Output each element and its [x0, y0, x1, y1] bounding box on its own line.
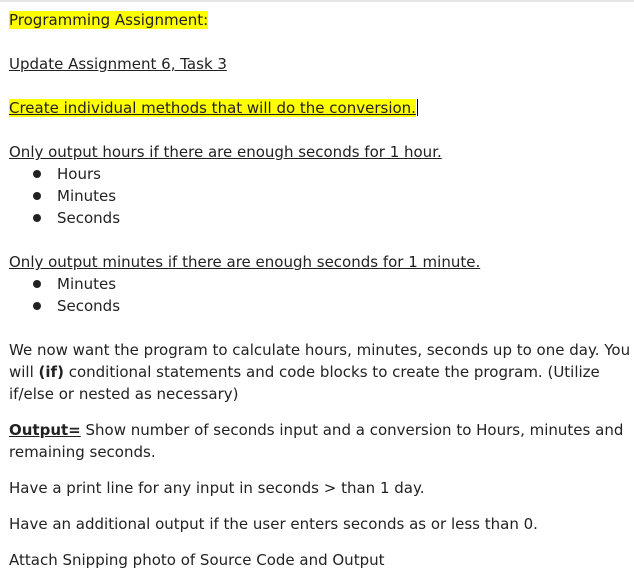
instruction-text: Create individual methods that will do the conversion. [9, 99, 416, 117]
program-description-end: conditional statements and code blocks to create the program. (Utilize if/else or nested as necessary) [9, 363, 600, 403]
list-item [33, 163, 631, 185]
bullet-icon [33, 302, 41, 310]
minutes-heading-text: Only output minutes if there are enough seconds for 1 minute. [9, 253, 481, 271]
if-keyword: (if) [38, 363, 64, 381]
document-body[interactable] [9, 9, 631, 571]
highlighted-instruction [9, 97, 631, 119]
hours-bullet-list [9, 163, 631, 229]
list-item-label: Seconds [57, 297, 121, 315]
assignment-title-text: Programming Assignment: [9, 11, 209, 29]
additional-output-paragraph: Have an additional output if the user enters seconds as or less than 0. [9, 515, 538, 533]
output-description: Show number of seconds input and a conversion to Hours, minutes and remaining seconds. [9, 421, 624, 461]
list-item-label: Seconds [57, 209, 121, 227]
minutes-section-heading [9, 251, 631, 273]
list-item [33, 273, 631, 295]
top-border [0, 0, 634, 2]
bullet-icon [33, 192, 41, 200]
list-item [33, 295, 631, 317]
attach-paragraph: Attach Snipping photo of Source Code and Output [9, 551, 385, 569]
list-item-label: Minutes [57, 187, 117, 205]
program-description-paragraph [9, 339, 631, 405]
hours-section-heading [9, 141, 631, 163]
output-paragraph [9, 419, 631, 463]
minutes-bullet-list [9, 273, 631, 317]
hours-heading-text: Only output hours if there are enough seconds for 1 hour. [9, 143, 442, 161]
bullet-icon [33, 214, 41, 222]
output-label: Output= [9, 421, 81, 439]
assignment-subtitle-text: Update Assignment 6, Task 3 [9, 55, 227, 73]
list-item [33, 207, 631, 229]
bullet-icon [33, 170, 41, 178]
list-item [33, 185, 631, 207]
print-line-paragraph: Have a print line for any input in seconds > than 1 day. [9, 479, 425, 497]
assignment-title [9, 9, 631, 31]
list-item-label: Minutes [57, 275, 117, 293]
program-description-start: We now want the program to calculate hours, minutes, seconds up to one day. You will [9, 341, 631, 381]
assignment-subtitle [9, 53, 631, 75]
list-item-label: Hours [57, 165, 101, 183]
bullet-icon [33, 280, 41, 288]
text-cursor [417, 99, 418, 116]
